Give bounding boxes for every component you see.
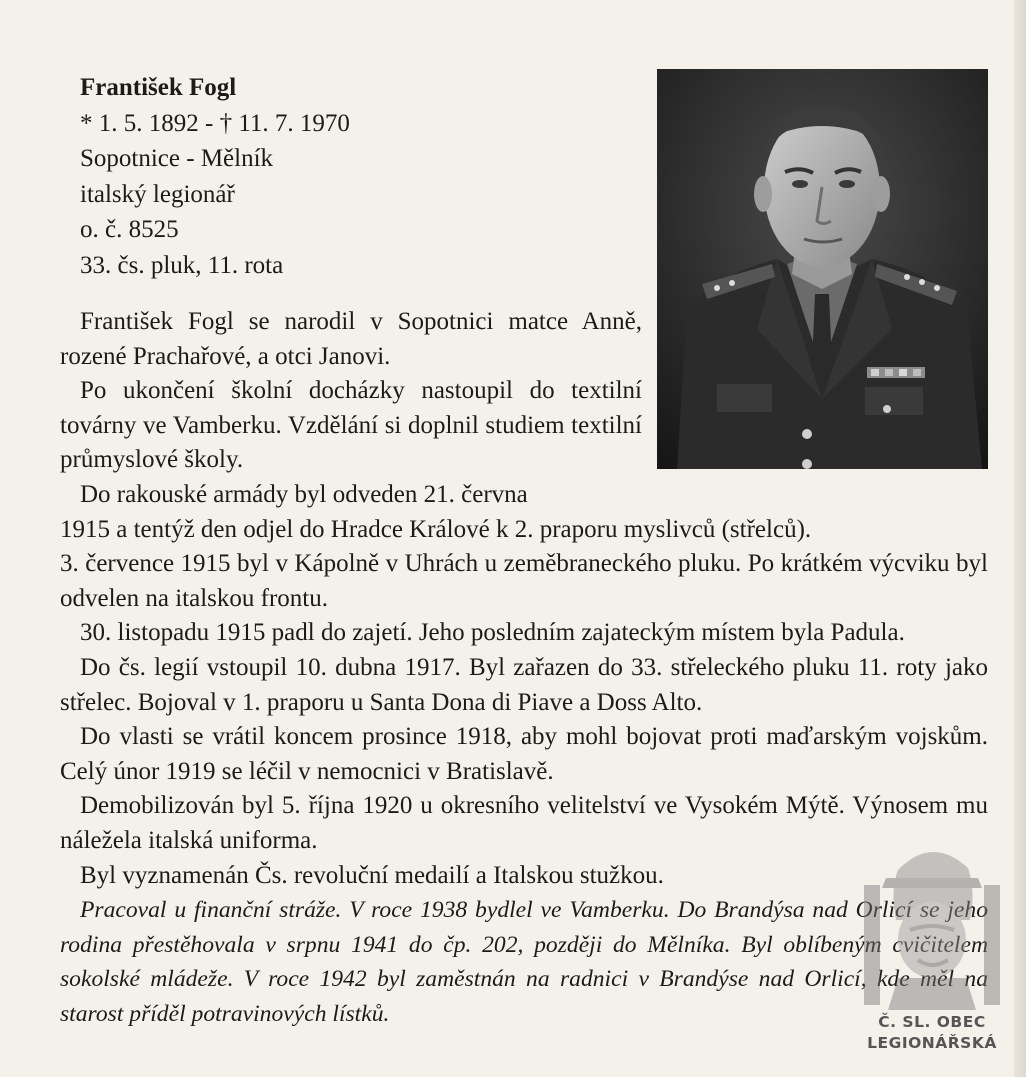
- paragraph-demobilization: Demobilizován byl 5. října 1920 u okresního velitelství ve Vysokém Mýtě. Výnosem mu náležela italská uniforma.: [60, 792, 988, 854]
- paragraph-decorations: Byl vyznamenán Čs. revoluční medailí a Italskou stužkou.: [80, 861, 664, 889]
- paragraph-army-cont: 1915 a tentýž den odjel do Hradce Králové k 2. praporu myslivců (střelců).: [60, 515, 812, 543]
- paragraph-education: Po ukončení školní docházky nastoupil do textilní továrny ve Vamberku. Vzdělání si doplnil studiem textilní průmyslové školy.: [60, 377, 642, 474]
- paragraph-birth: František Fogl se narodil v Sopotnici matce Anně, rozené Prachařové, a otci Janovi.: [60, 308, 642, 370]
- military-unit: 33. čs. pluk, 11. rota: [80, 251, 284, 279]
- legion-watermark: [858, 830, 1006, 1060]
- legionnaire-emblem-icon: [858, 830, 1006, 1010]
- paragraph-army-start: Do rakouské armády byl odveden 21. června: [80, 480, 528, 508]
- life-dates: * 1. 5. 1892 - † 11. 7. 1970: [80, 109, 350, 137]
- biography-text: [60, 305, 988, 1031]
- paragraph-captivity: 30. listopadu 1915 padl do zajetí. Jeho posledním zajateckým místem byla Padula.: [80, 619, 905, 647]
- person-name: František Fogl: [80, 74, 237, 101]
- personal-number: o. č. 8525: [80, 216, 179, 243]
- paragraph-training: 3. července 1915 byl v Kápolně v Uhrách u zeměbraneckého pluku. Po krátkém výcviku byl odvelen na italskou frontu.: [60, 550, 988, 612]
- legion-role: italský legionář: [80, 180, 235, 208]
- biography-header: [80, 70, 640, 283]
- page-edge: [1014, 0, 1026, 1077]
- emblem-caption-line2: LEGIONÁŘSKÁ: [867, 1034, 997, 1052]
- emblem-caption-line1: Č. SL. OBEC: [878, 1013, 986, 1031]
- paragraph-legion: Do čs. legií vstoupil 10. dubna 1917. Byl zařazen do 33. střeleckého pluku 11. roty jako střelec. Bojoval v 1. praporu u Santa Dona di Piave a Doss Alto.: [60, 653, 988, 716]
- paragraph-return: Do vlasti se vrátil koncem prosince 1918, aby mohl bojovat proti maďarským vojskům. Celý únor 1919 se léčil v nemocnici v Bratislavě.: [60, 723, 988, 785]
- life-places: Sopotnice - Mělník: [80, 145, 274, 172]
- paragraph-later-life: Pracoval u finanční stráže. V roce 1938 bydlel ve Vamberku. Do Brandýsa nad Orlicí se jeho rodina přestěhovala v srpnu 1941 do čp. 202, později do Mělníka. Byl oblíbeným cvičitelem sokolské mládeže. V roce 1942 byl zaměstnán na radnici v Brandýse nad Orlicí, kde měl na starost příděl potravinových lístků.: [60, 897, 988, 1027]
